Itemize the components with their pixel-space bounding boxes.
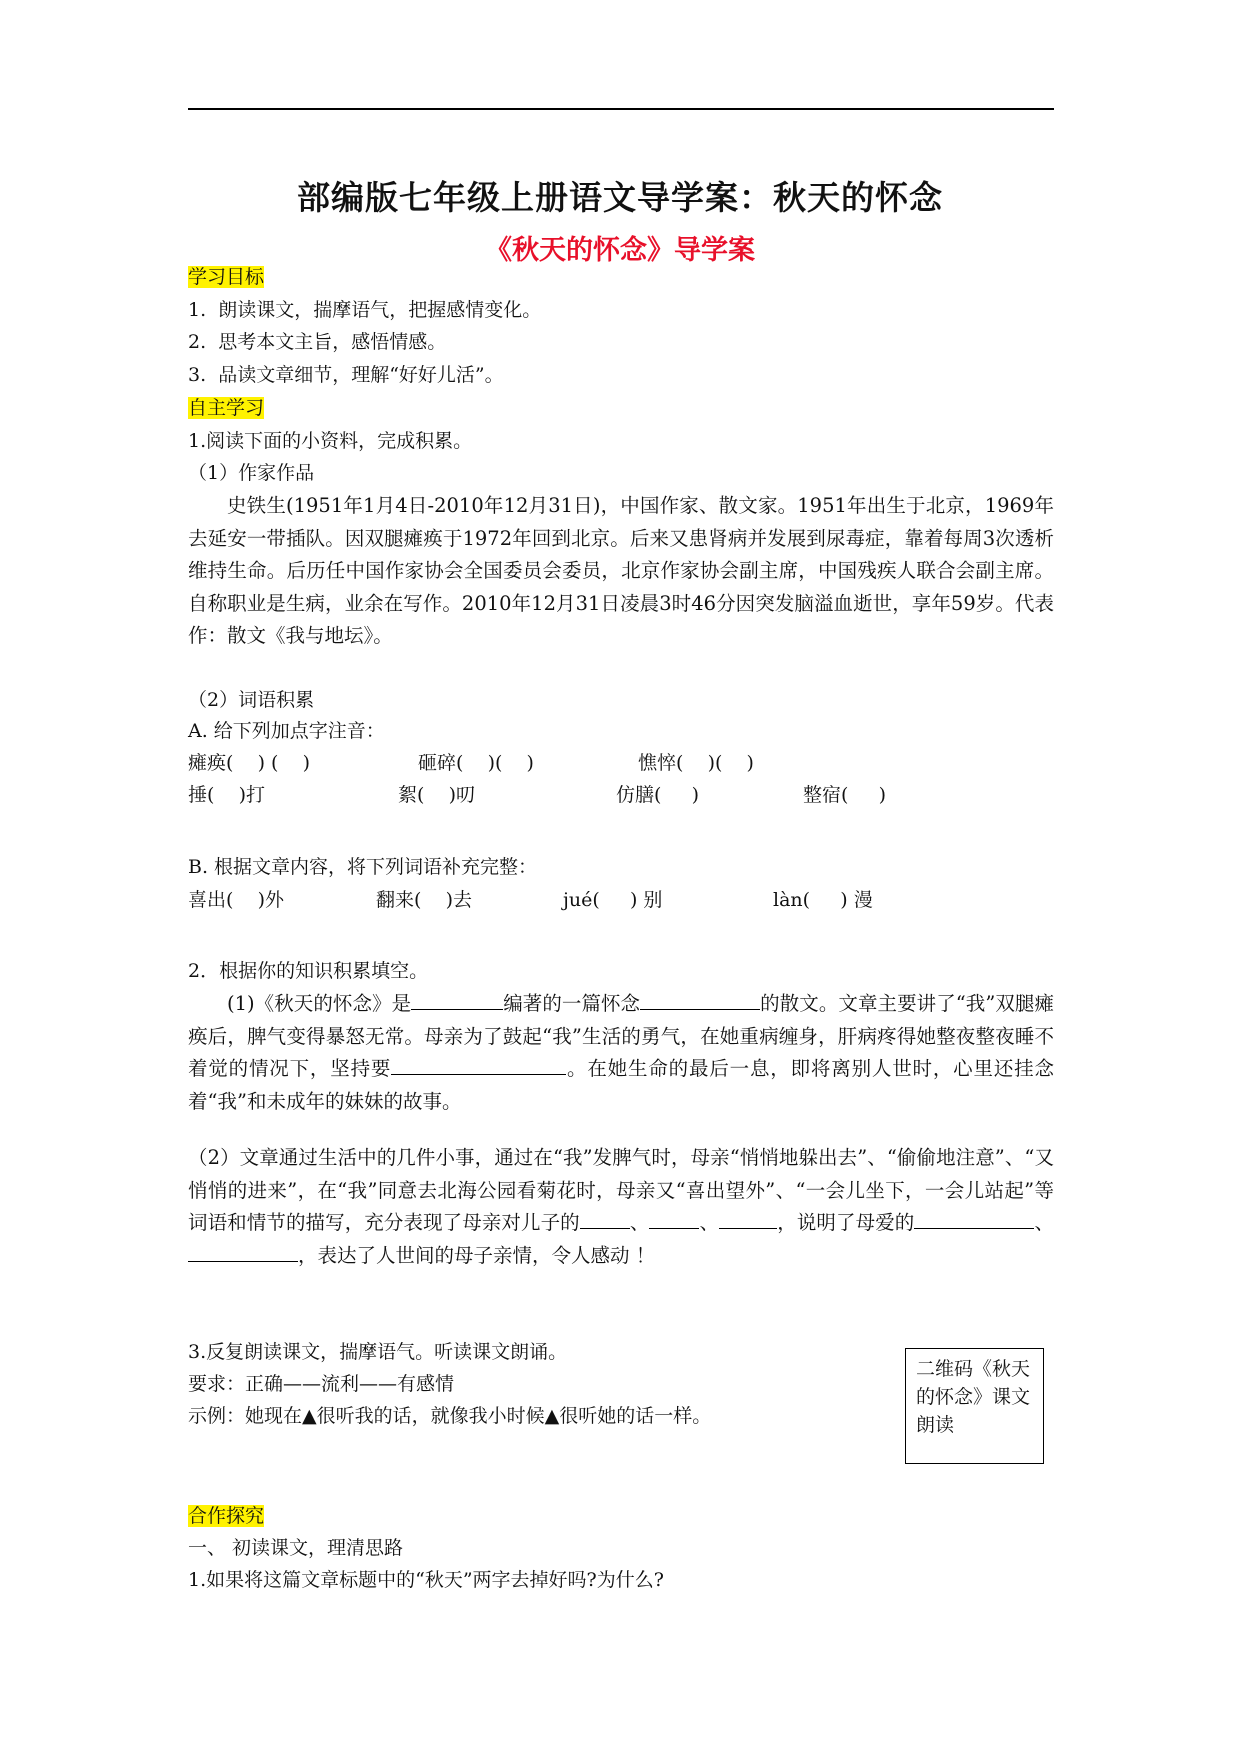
reading-example: 示例：她现在▲很听我的话，就像我小时候▲很听她的话一样。	[188, 1405, 712, 1427]
pinyin-item: 捶( )打	[188, 784, 265, 806]
page-title: 部编版七年级上册语文导学案：秋天的怀念	[297, 178, 943, 217]
cooperate-subheading: 一、 初读课文，理清思路	[188, 1537, 404, 1559]
complete-item: 喜出( )外	[188, 889, 284, 911]
fill-in-paragraph-2: （2）文章通过生活中的几件小事，通过在“我”发脾气时，母亲“悄悄地躲出去”、“偷偷地注意”、“又悄悄的进来”，在“我”同意去北海公园看菊花时，母亲又“喜出望外”、“一会儿坐下，一会儿站起”等词语和情节的描写，充分表现了母亲对儿子的 、 、 ，说明了母爱的 、，表达了人世间的母子亲情，令人感动 ！	[188, 1146, 1054, 1267]
page-subtitle: 《秋天的怀念》导学案	[485, 235, 755, 266]
fill-in-paragraph-1: (1)《秋天的怀念》是 编著的一篇怀念 的散文。文章主要讲了“我”双腿瘫痪后，脾气变得暴怒无常。母亲为了鼓起“我”生活的勇气，在她重病缠身，肝病疼得她整夜整夜睡不着觉的情况下，坚持要 。在她生命的最后一息，即将离别人世时，心里还挂念着“我”和未成年的妹妹的故事。	[188, 988, 1054, 1118]
qr-code-box: 二维码《秋天的怀念》课文朗读	[905, 1348, 1044, 1464]
author-biography: 史铁生(1951年1月4日-2010年12月31日)，中国作家、散文家。1951年出生于北京，1969年去延安一带插队。因双腿瘫痪于1972年回到北京。后来又患肾病并发展到尿毒症，靠着每周3次透析维持生命。后历任中国作家协会全国委员会委员，北京作家协会副主席，中国残疾人联合会副主席。自称职业是生病，业余在写作。2010年12月31日凌晨3时46分因突发脑溢血逝世，享年59岁。代表作：散文《我与地坛》。	[188, 494, 1054, 647]
goal-item-2: 2. 思考本文主旨，感悟情感。	[188, 331, 447, 353]
goal-item-3: 3. 品读文章细节，理解“好好儿活”。	[188, 364, 504, 386]
complete-prompt: B. 根据文章内容，将下列词语补充完整：	[188, 856, 538, 878]
pinyin-item: 瘫痪( ) ( )	[188, 752, 311, 774]
pinyin-item: 整宿( )	[803, 784, 887, 806]
goals-heading: 学习目标	[188, 266, 265, 288]
goal-item-1: 1. 朗读课文，揣摩语气，把握感情变化。	[188, 299, 542, 321]
complete-item: jué( ) 别	[563, 889, 663, 911]
author-label: （1）作家作品	[188, 462, 315, 484]
pinyin-item: 絮( )叨	[398, 784, 475, 806]
reading-requirement: 要求：正确——流利——有感情	[188, 1373, 455, 1395]
question-3: 3.反复朗读课文，揣摩语气。听读课文朗诵。	[188, 1341, 568, 1363]
question-1: 1.阅读下面的小资料，完成积累。	[188, 430, 473, 452]
cooperate-question-1: 1.如果将这篇文章标题中的“秋天”两字去掉好吗?为什么?	[188, 1569, 664, 1591]
question-2: 2．根据你的知识积累填空。	[188, 960, 429, 982]
self-study-heading: 自主学习	[188, 397, 265, 419]
pinyin-item: 砸碎( )( )	[418, 752, 534, 774]
pinyin-item: 憔悴( )( )	[638, 752, 754, 774]
pinyin-prompt: A. 给下列加点字注音：	[188, 720, 385, 742]
pinyin-item: 仿膳( )	[616, 784, 700, 806]
complete-item: làn( ) 漫	[773, 889, 873, 911]
vocab-label: （2）词语积累	[188, 689, 315, 711]
cooperate-heading: 合作探究	[188, 1505, 265, 1527]
complete-item: 翻来( )去	[376, 889, 472, 911]
header-rule	[188, 108, 1054, 110]
